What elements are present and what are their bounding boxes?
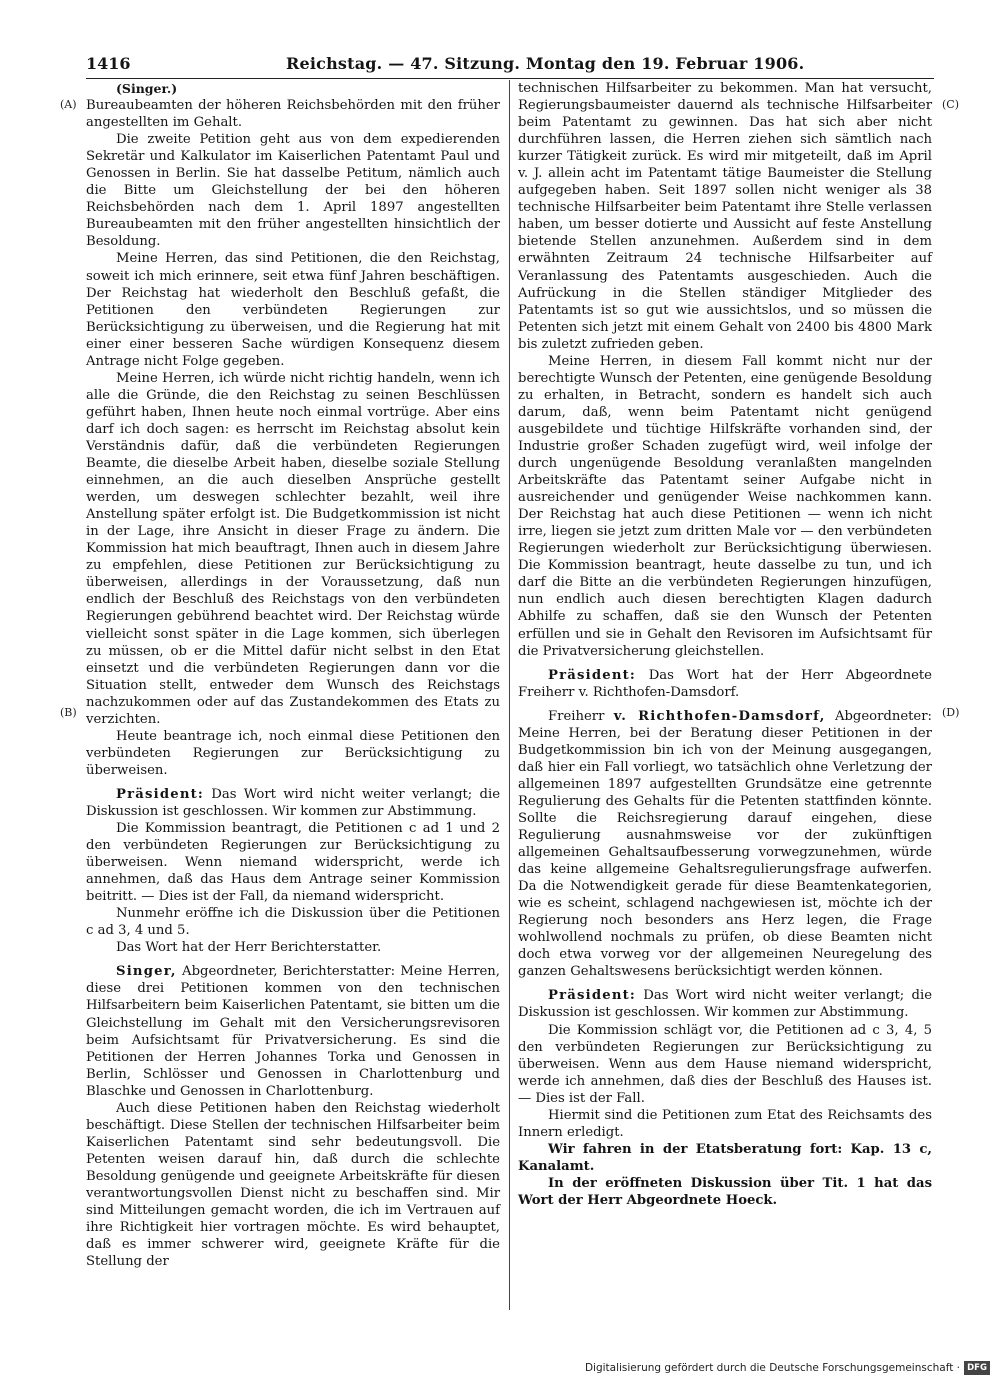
paragraph: Meine Herren, das sind Petitionen, die den Reichstag, soweit ich mich erinnere, seit etwa fünf Jahren beschäftigen. Der Reichstag hat wiederholt den Beschluß gefaßt, die Petitionen den verbündeten Regierungen zur Berücksichtigung zu überweisen, und die Regierung hat mit einer einer besseren Sache würdigen Konsequenz diesem Antrage nicht Folge gegeben. — [86, 251, 500, 369]
paragraph: Heute beantrage ich, noch einmal diese Petitionen den verbündeten Regierungen zur Berücksichtigung zu überweisen. — [86, 728, 500, 778]
speech-text: Das Wort hat der Herr Abgeordnete Freiherr v. Richthofen-Damsdorf. — [518, 667, 932, 700]
paragraph: Meine Herren, in diesem Fall kommt nicht nur der berechtigte Wunsch der Petenten, eine genügende Besoldung zu erhalten, in Betracht, sondern es handelt sich auch darum, daß, wenn beim Patentamt nicht genügend ausgebildete und tüchtige Hilfskräfte vorhanden sind, der Industrie großer Schaden zugefügt wird, weil infolge der durch ungenügende Besoldung veranlaßten mangelnden Arbeitskräfte das Patentamt seiner Aufgabe nicht in ausreichender und genügender Weise nachkommen kann. Der Reichstag hat auch diese Petitionen — wenn ich nicht irre, liegen sie jetzt zum dritten Male vor — den verbündeten Regierungen wiederholt zur Berücksichtigung überwiesen. Die Kommission beantragt, heute dasselbe zu tun, und ich darf die Bitte an die verbündeten Regierungen hinzufügen, nun endlich auch diesen berechtigten Klagen dadurch Abhilfe zu schaffen, daß sie den Wunsch der Petenten erfüllen und sie in Gehalt den Revisoren im Aufsichtsamt für die Privatversicherung gleichstellen. — [518, 353, 932, 659]
right-column — [518, 80, 932, 1209]
margin-mark-a: (A) — [60, 98, 77, 111]
speaker-name: Präsident: — [548, 988, 637, 1004]
margin-mark-c: (C) — [942, 98, 959, 111]
paragraph: Bureaubeamten der höheren Reichsbehörden mit den früher angestellten im Gehalt. — [86, 98, 500, 131]
paragraph: Die zweite Petition geht aus von dem expedierenden Sekretär und Kalkulator im Kaiserlichen Patentamt Paul und Genossen in Berlin. Sie hat dasselbe Petitum, nämlich auch die Bitte um Gleichstellung der bei den höheren Reichsbehörden nach dem 1. April 1897 angestellten Bureaubeamten mit den früher angestellten hinsichtlich der Besoldung. — [86, 132, 500, 250]
paragraph — [86, 963, 500, 1099]
running-head-title: Reichstag. — 47. Sitzung. Montag den 19. Februar 1906. — [286, 54, 805, 73]
paragraph — [518, 708, 932, 981]
page-number: 1416 — [86, 54, 131, 73]
continued-speaker-label: (Singer.) — [116, 81, 178, 96]
paragraph: Hiermit sind die Petitionen zum Etat des Reichsamts des Innern erledigt. — [518, 1107, 932, 1140]
paragraph — [86, 786, 500, 820]
paragraph: Meine Herren, ich würde nicht richtig handeln, wenn ich alle die Gründe, die den Reichstag zu seinen Beschlüssen geführt haben, Ihnen heute noch einmal vortrüge. Aber eins darf ich doch sagen: es herrscht im Reichstag absolut kein Verständnis dafür, daß die verbündeten Regierungen Beamte, die dieselbe Arbeit haben, dieselbe soziale Stellung einnehmen, an die auch dieselben Ansprüche gestellt werden, um deswegen schlechter bezahlt, weil ihre Anstellung später erfolgt ist. Die Budgetkommission ist nicht in der Lage, ihre Ansicht in dieser Frage zu ändern. Die Kommission hat mich beauftragt, Ihnen auch in diesem Jahre zu empfehlen, diese Petitionen zur Berücksichtigung zu überweisen, allerdings in der Voraussetzung, daß nun endlich der Beschluß des Reichstags von den verbündeten Regierungen gebührend beachtet wird. Der Reichstag würde vielleicht sonst später in die Lage kommen, sich überlegen zu müssen, ob er die Mittel dafür nicht selbst in den Etat einsetzt und die verbündeten Regierungen dann vor die Situation stellt, entweder dem Wunsch des Reichstags nachzukommen oder auf das Zustandekommen des Etats zu verzichten. — [86, 370, 500, 727]
margin-mark-d: (D) — [942, 706, 960, 719]
footer-credit: Digitalisierung gefördert durch die Deutsche Forschungsgemeinschaft · — [584, 1362, 960, 1374]
speaker-title: Freiherr — [548, 708, 614, 724]
paragraph — [518, 987, 932, 1021]
speech-text: Das Wort wird nicht weiter verlangt; die Diskussion ist geschlossen. Wir kommen zur Abstimmung. — [518, 988, 932, 1021]
paragraph: Das Wort hat der Herr Berichterstatter. — [116, 940, 382, 956]
speech-text: Das Wort wird nicht weiter verlangt; die Diskussion ist geschlossen. Wir kommen zur Abstimmung. — [86, 786, 500, 819]
paragraph: Auch diese Petitionen haben den Reichstag wiederholt beschäftigt. Diese Stellen der technischen Hilfsarbeiter beim Kaiserlichen Patentamt sind sehr bedeutungsvoll. Die Petenten weisen darauf hin, daß durch die schlechte Besoldung genügende und geeignete Arbeitskräfte für diesen verantwortungsvollen Dienst nicht zu beschaffen sind. Mir sind Mitteilungen gemacht worden, die ich im Vertrauen auf ihre Richtigkeit hier vortragen möchte. Es wird behauptet, daß es immer schwerer wird, geeignete Kräfte für die Stellung der — [86, 1100, 500, 1270]
column-divider — [509, 80, 510, 1310]
margin-mark-b: (B) — [60, 706, 77, 719]
paragraph: Die Kommission schlägt vor, die Petitionen ad c 3, 4, 5 den verbündeten Regierungen zur Berücksichtigung zu überweisen. Wenn aus dem Hause niemand widerspricht, werde ich annehmen, daß dies der Beschluß des Hauses ist. — Dies ist der Fall. — [518, 1022, 932, 1106]
speaker-name: Präsident: — [548, 667, 637, 683]
dfg-logo: DFG — [964, 1361, 990, 1375]
paragraph: Wir fahren in der Etatsberatung fort: Kap. 13 c, Kanalamt. — [518, 1141, 932, 1174]
left-column — [86, 80, 500, 1270]
speaker-name: Präsident: — [116, 786, 205, 802]
speaker-name: Singer, — [116, 964, 177, 980]
speaker-name: v. Richthofen-Damsdorf, — [613, 708, 826, 724]
speech-text: Abgeordneter, Berichterstatter: Meine Herren, diese drei Petitionen kommen von den technischen Hilfsarbeitern beim Kaiserlichen Patentamt, sie bitten um die Gleichstellung im Gehalt mit den Versicherungsrevisoren beim Aufsichtsamt für Privatversicherung. Es sind die Petitionen der Herren Johannes Torka und Genossen in Berlin, Schlösser und Genossen in Charlottenburg und Blaschke und Genossen in Charlottenburg. — [86, 964, 500, 1099]
paragraph: Die Kommission beantragt, die Petitionen c ad 1 und 2 den verbündeten Regierungen zur Berücksichtigung zu überweisen. Wenn niemand widerspricht, werde ich annehmen, daß das Haus dem Antrage seiner Kommission beitritt. — Dies ist der Fall, da niemand widerspricht. — [86, 821, 500, 905]
paragraph: In der eröffneten Diskussion über Tit. 1 hat das Wort der Herr Abgeordnete Hoeck. — [518, 1175, 932, 1208]
speech-text: Abgeordneter: Meine Herren, bei der Beratung dieser Petitionen in der Budgetkommission bin ich von der Meinung ausgegangen, daß hier ein Fall vorliegt, wo tatsächlich ohne Verletzung der allgemeinen 1897 aufgestellten Grundsätze eine getrennte Regulierung des Gehalts für die Petenten stattfinden könnte. Sollte die Reichsregierung darauf eingehen, diese Regulierung ausnahmsweise vor der zukünftigen allgemeinen Gehaltsaufbesserung vorwegzunehmen, würde das keine allgemeine Gehaltsregulierungsfrage aufwerfen. Da die Notwendigkeit gerade für diese Beamtenkategorien, wie es scheint, schlagend nachgewiesen ist, möchte ich der Regierung noch besonders ans Herz legen, die Frage wohlwollend nochmals zu prüfen, ob diese Beamten nicht doch etwa vorweg vor der allgemeinen Neuregelung des ganzen Gehaltswesens berücksichtigt werden können. — [518, 708, 932, 980]
running-header — [86, 52, 934, 79]
paragraph — [518, 667, 932, 701]
digitization-footer — [585, 1361, 990, 1375]
paragraph: Nunmehr eröffne ich die Diskussion über die Petitionen c ad 3, 4 und 5. — [86, 906, 500, 939]
paragraph: technischen Hilfsarbeiter zu bekommen. Man hat versucht, Regierungsbaumeister dauernd als technische Hilfsarbeiter beim Patentamt zu gewinnen. Das hat sich aber nicht durchführen lassen, die Herren ziehen sich sämtlich nach kurzer Tätigkeit zurück. Es wird mir mitgeteilt, daß im April v. J. allein acht im Patentamt tätige Baumeister die Stellung aufgegeben haben. Seit 1897 sollen nicht weniger als 38 technische Hilfsarbeiter beim Patentamt ihre Stelle verlassen haben, um besser dotierte und Aussicht auf feste Anstellung bietende Stellen anzunehmen. Außerdem sind in dem erwähnten Zeitraum 24 technische Hilfsarbeiter auf Veranlassung des Patentamts ausgeschieden. Auch die Aufrückung in die Stellen ständiger Mitglieder des Patentamts ist so gut wie aussichtslos, und so müssen die Petenten sich jetzt mit einem Gehalt von 2400 bis 4800 Mark bis zuletzt zufrieden geben. — [518, 81, 932, 352]
